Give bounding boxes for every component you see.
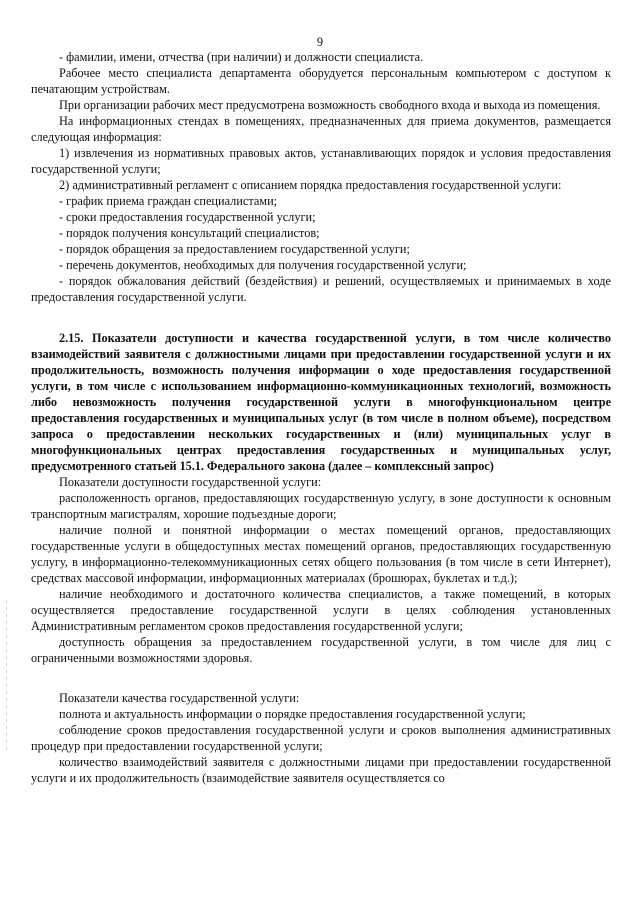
list-item: - график приема граждан специалистами; bbox=[59, 194, 278, 208]
paragraph: - фамилии, имени, отчества (при наличии) и должности специалиста. bbox=[59, 50, 424, 64]
paragraph: Показатели качества государственной услуги: bbox=[59, 691, 300, 705]
list-item: 2) административный регламент с описанием порядка предоставления государственной услуги: bbox=[59, 178, 562, 192]
list-item: - перечень документов, необходимых для получения государственной услуги; bbox=[59, 258, 467, 272]
paragraph: полнота и актуальность информации о порядке предоставления государственной услуги; bbox=[59, 707, 526, 721]
spacer bbox=[31, 666, 611, 690]
list-item: - порядок обращения за предоставлением государственной услуги; bbox=[59, 242, 410, 256]
paragraph: На информационных стендах в помещениях, предназначенных для приема документов, размещается следующая информация: bbox=[31, 114, 611, 144]
paragraph: Показатели доступности государственной услуги: bbox=[59, 475, 322, 489]
list-item: 1) извлечения из нормативных правовых актов, устанавливающих порядок и условия предоставления государственной услуги; bbox=[31, 146, 611, 176]
paragraph: доступность обращения за предоставлением государственной услуги, в том числе для лиц с ограниченными возможностями здоровья. bbox=[31, 635, 611, 665]
paragraph: При организации рабочих мест предусмотрена возможность свободного входа и выхода из помещения. bbox=[59, 98, 601, 112]
paragraph: Рабочее место специалиста департамента оборудуется персональным компьютером с доступом к печатающим устройствам. bbox=[31, 66, 611, 96]
list-item: - сроки предоставления государственной услуги; bbox=[59, 210, 316, 224]
paragraph: наличие полной и понятной информации о местах помещений органов, предоставляющих государственные услуги в общедоступных местах помещений органов, предоставляющих государственную услугу, в информационно-телекоммуникационных сетях общего пользования (в том числе в сети Интернет), средствах массовой информации, информационных материалах (брошюрах, буклетах и т.д.); bbox=[31, 523, 611, 585]
scan-margin-mark bbox=[6, 600, 7, 750]
document-body bbox=[31, 49, 611, 786]
paragraph: наличие необходимого и достаточного количества специалистов, а также помещений, в которых осуществляется предоставление государственной услуги в целях соблюдения установленных Административным регламентом сроков предоставления государственной услуги; bbox=[31, 587, 611, 633]
list-item: - порядок получения консультаций специалистов; bbox=[59, 226, 320, 240]
section-heading: 2.15. Показатели доступности и качества государственной услуги, в том числе количество взаимодействий заявителя с должностными лицами при предоставлении государственной услуги и их продолжительность, возможность получения информации о ходе предоставления государственной услуги, в том числе с использованием информационно-коммуникационных технологий, возможность либо невозможность получения государственной услуги в многофункциональном центре предоставления государственных и муниципальных услуг (в том числе в полном объеме), посредством запроса о предоставлении нескольких государственных и (или) муниципальных услуг в многофункциональных центрах предоставления государственных и муниципальных услуг, предусмотренного статьей 15.1. Федерального закона (далее – комплексный запрос) bbox=[31, 331, 611, 473]
list-item: - порядок обжалования действий (бездействия) и решений, осуществляемых и принимаемых в ходе предоставления государственной услуги. bbox=[31, 274, 611, 304]
spacer bbox=[31, 305, 611, 330]
paragraph: количество взаимодействий заявителя с должностными лицами при предоставлении государственной услуги и их продолжительность (взаимодействие заявителя осуществляется со bbox=[31, 755, 611, 785]
paragraph: соблюдение сроков предоставления государственной услуги и сроков выполнения административных процедур при предоставлении государственной услуги; bbox=[31, 723, 611, 753]
paragraph: расположенность органов, предоставляющих государственную услугу, в зоне доступности к основным транспортным магистралям, хорошие подъездные дороги; bbox=[31, 491, 611, 521]
page-number: 9 bbox=[316, 35, 324, 49]
